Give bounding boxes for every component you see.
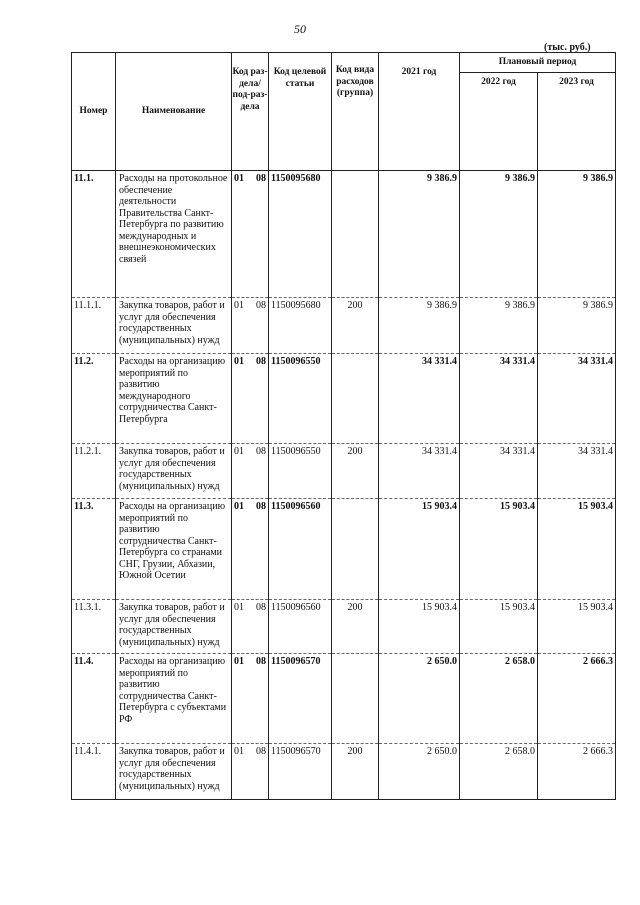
row-number: 11.2. (72, 354, 116, 444)
section-code: 01 (234, 356, 244, 367)
row-section (232, 444, 269, 499)
row-target-code: 1150096560 (269, 600, 332, 654)
section-code: 01 (234, 446, 244, 457)
row-2023: 2 666.3 (538, 654, 616, 744)
row-2022: 15 903.4 (460, 499, 538, 600)
row-target-code: 1150096550 (269, 354, 332, 444)
header-2021: 2021 год (379, 53, 460, 171)
row-expense-type (332, 171, 379, 298)
row-2021: 2 650.0 (379, 654, 460, 744)
row-target-code: 1150095680 (269, 171, 332, 298)
row-name: Расходы на организацию мероприятий по развитию международного сотрудничества Санкт-Петербурга (116, 354, 232, 444)
row-target-code: 1150096570 (269, 744, 332, 800)
row-2023: 34 331.4 (538, 354, 616, 444)
subsection-code: 08 (256, 602, 266, 613)
row-expense-type: 200 (332, 744, 379, 800)
row-number: 11.2.1. (72, 444, 116, 499)
row-number: 11.1.1. (72, 298, 116, 354)
row-expense-type: 200 (332, 600, 379, 654)
units-label: (тыс. руб.) (544, 42, 591, 53)
section-code: 01 (234, 300, 244, 311)
page-number: 50 (294, 22, 306, 36)
subsection-code: 08 (256, 356, 266, 367)
row-2021: 34 331.4 (379, 444, 460, 499)
row-2021: 9 386.9 (379, 171, 460, 298)
subsection-code: 08 (256, 300, 266, 311)
row-2021: 9 386.9 (379, 298, 460, 354)
table-row (72, 654, 616, 744)
row-section (232, 654, 269, 744)
row-name: Расходы на организацию мероприятий по развитию сотрудничества Санкт-Петербурга с субъектами РФ (116, 654, 232, 744)
row-2021: 15 903.4 (379, 499, 460, 600)
row-name: Закупка товаров, работ и услуг для обеспечения государственных (муниципальных) нужд (116, 744, 232, 800)
row-2023: 9 386.9 (538, 171, 616, 298)
header-2022: 2022 год (460, 73, 538, 171)
header-name: Наименование (116, 53, 232, 171)
row-2022: 2 658.0 (460, 654, 538, 744)
row-2023: 2 666.3 (538, 744, 616, 800)
section-code: 01 (234, 746, 244, 757)
header-expense-type: Код вида расходов (группа) (332, 53, 379, 171)
row-section (232, 354, 269, 444)
header-planned-period: Плановый период (460, 53, 616, 73)
row-2022: 15 903.4 (460, 600, 538, 654)
section-code: 01 (234, 602, 244, 613)
row-2023: 34 331.4 (538, 444, 616, 499)
table-row (72, 600, 616, 654)
subsection-code: 08 (256, 656, 266, 667)
row-section (232, 298, 269, 354)
section-code: 01 (234, 173, 244, 184)
row-name: Закупка товаров, работ и услуг для обеспечения государственных (муниципальных) нужд (116, 600, 232, 654)
row-2022: 34 331.4 (460, 444, 538, 499)
table-row (72, 444, 616, 499)
row-2021: 15 903.4 (379, 600, 460, 654)
row-name: Расходы на организацию мероприятий по развитию сотрудничества Санкт-Петербурга со странами СНГ, Грузии, Абхазии, Южной Осетии (116, 499, 232, 600)
row-target-code: 1150096570 (269, 654, 332, 744)
row-target-code: 1150096560 (269, 499, 332, 600)
row-number: 11.4. (72, 654, 116, 744)
section-code: 01 (234, 501, 244, 512)
table-row (72, 354, 616, 444)
row-section (232, 600, 269, 654)
subsection-code: 08 (256, 446, 266, 457)
row-2023: 15 903.4 (538, 499, 616, 600)
row-2023: 9 386.9 (538, 298, 616, 354)
header-section: Код раз-дела/ под-раз-дела (232, 53, 269, 171)
row-section (232, 171, 269, 298)
row-number: 11.1. (72, 171, 116, 298)
section-code: 01 (234, 656, 244, 667)
table-row (72, 171, 616, 298)
header-2023: 2023 год (538, 73, 616, 171)
header-target: Код целевой статьи (269, 53, 332, 171)
subsection-code: 08 (256, 501, 266, 512)
row-expense-type (332, 499, 379, 600)
row-2022: 9 386.9 (460, 171, 538, 298)
row-name: Расходы на протокольное обеспечение деятельности Правительства Санкт-Петербурга по развитию международных и внешнеэкономических связей (116, 171, 232, 298)
row-number: 11.3. (72, 499, 116, 600)
header-number: Номер (72, 53, 116, 171)
row-expense-type: 200 (332, 298, 379, 354)
row-2022: 34 331.4 (460, 354, 538, 444)
row-name: Закупка товаров, работ и услуг для обеспечения государственных (муниципальных) нужд (116, 298, 232, 354)
table-row (72, 744, 616, 800)
row-target-code: 1150095680 (269, 298, 332, 354)
row-2022: 2 658.0 (460, 744, 538, 800)
subsection-code: 08 (256, 173, 266, 184)
row-expense-type: 200 (332, 444, 379, 499)
row-2021: 34 331.4 (379, 354, 460, 444)
row-section (232, 499, 269, 600)
table-row (72, 298, 616, 354)
row-expense-type (332, 354, 379, 444)
row-name: Закупка товаров, работ и услуг для обеспечения государственных (муниципальных) нужд (116, 444, 232, 499)
row-number: 11.3.1. (72, 600, 116, 654)
row-2021: 2 650.0 (379, 744, 460, 800)
budget-table (71, 52, 616, 800)
row-2023: 15 903.4 (538, 600, 616, 654)
row-number: 11.4.1. (72, 744, 116, 800)
row-expense-type (332, 654, 379, 744)
row-target-code: 1150096550 (269, 444, 332, 499)
row-section (232, 744, 269, 800)
table-row (72, 499, 616, 600)
row-2022: 9 386.9 (460, 298, 538, 354)
subsection-code: 08 (256, 746, 266, 757)
